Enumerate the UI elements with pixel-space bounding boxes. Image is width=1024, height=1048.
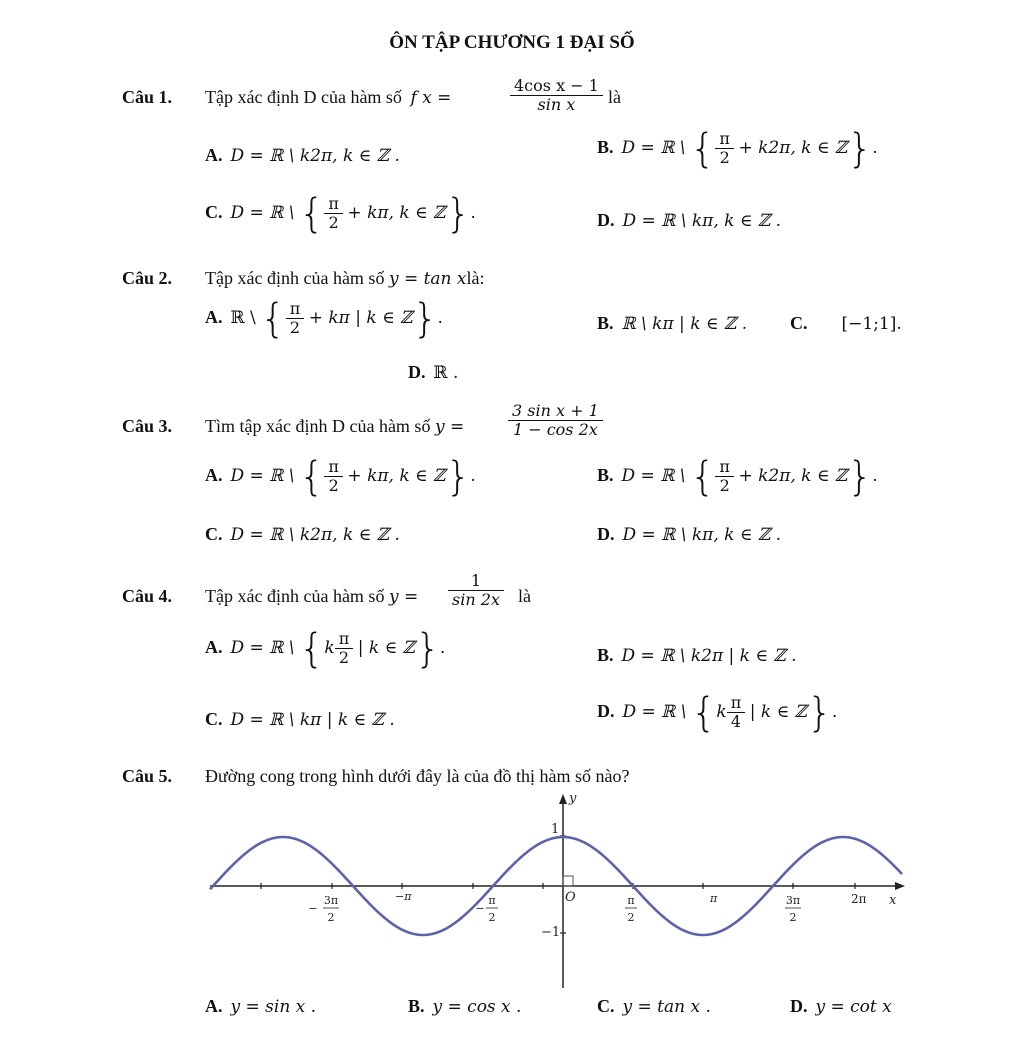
svg-text:3π: 3π [323,894,339,907]
cosine-graph [205,788,915,993]
question-2-expr: y = tan x [388,269,467,289]
origin-mark [563,876,573,886]
question-3-number: Câu 3. [122,416,173,436]
question-2-option-b[interactable] [597,313,747,334]
question-1-option-b[interactable]: B. D = ℝ \ { $\frac{\pi}{2}$ + k2π, k ∈ ℤ}. [597,125,878,172]
option-label: D. [408,362,426,382]
option-expr-pre: ℝ \ [230,308,256,329]
option-expr: y = tan x . [622,997,711,1017]
option-label: B. [597,645,614,665]
option-expr: D = ℝ \ kπ, k ∈ ℤ . [622,211,782,231]
question-4-fraction [448,572,504,610]
option-expr: ℝ \ kπ | k ∈ ℤ . [621,314,748,334]
question-4-tail: là [518,586,531,606]
question-4-option-b[interactable] [597,645,797,666]
option-label: C. [205,202,223,223]
option-label: A. [205,637,223,658]
question-1-option-d[interactable] [597,210,781,231]
question-3-option-d[interactable] [597,524,781,545]
svg-text:2: 2 [789,911,797,924]
x-axis-label: x [889,893,897,908]
option-label: B. [597,465,614,486]
question-2-option-a[interactable]: A. ℝ \ { $\frac{\pi}{2}$ + kπ | k ∈ ℤ}. [205,295,443,342]
option-expr-post: + kπ, k ∈ ℤ [347,203,446,224]
y-axis-label: y [569,791,577,806]
svg-text:π: π [627,894,635,907]
pi-over-2-fraction: $\frac{\pi}{2}$ [324,195,343,233]
y-axis-arrow-icon [559,794,567,804]
question-4-option-d[interactable]: D. D = ℝ \ {k $\frac{\pi}{4}$ | k ∈ ℤ}. [597,689,837,736]
pi-over-2-fraction: $\frac{\pi}{2}$ [715,458,734,496]
option-expr-post: | k ∈ ℤ [749,702,807,723]
x-tick-pi: π [710,892,718,905]
fraction-denominator: sin x [537,95,576,115]
option-label: D. [597,701,615,722]
svg-text:π: π [488,894,496,907]
option-expr-pre: D = ℝ \ [621,466,686,487]
question-3-option-a[interactable]: A. D = ℝ \ { $\frac{\pi}{2}$ + kπ, k ∈ ℤ}. [205,453,476,500]
question-2-tail: là: [466,268,485,288]
option-label: A. [205,465,223,486]
option-label: C. [205,524,223,544]
option-expr-pre: D = ℝ \ [621,138,686,159]
question-3-text [205,416,464,437]
option-expr: D = ℝ \ kπ | k ∈ ℤ . [230,710,395,730]
option-label: D. [597,210,615,230]
option-expr-post: + kπ, k ∈ ℤ [347,466,446,487]
question-3-fraction [508,402,603,440]
question-1-lhs: f x = [410,88,452,108]
question-4-option-a[interactable]: A. D = ℝ \ {k $\frac{\pi}{2}$ | k ∈ ℤ}. [205,625,445,672]
question-4-lhs: y = [388,587,419,607]
option-expr: D = ℝ \ k2π | k ∈ ℤ . [621,646,797,666]
pi-over-4-fraction: $\frac{\pi}{4}$ [727,694,746,732]
svg-text:−: − [475,902,485,915]
option-expr-pre: D = ℝ \ [230,638,295,659]
fraction-numerator: 1 [448,572,504,591]
fraction-denominator: sin 2x [452,590,500,610]
question-1-option-a[interactable] [205,145,400,166]
question-3-option-c[interactable] [205,524,400,545]
question-1-number: Câu 1. [122,87,173,107]
option-expr-post: | k ∈ ℤ [357,638,415,659]
question-5-option-a[interactable] [205,996,316,1017]
question-2-prompt: Tập xác định của hàm số [205,268,385,288]
option-label: D. [790,996,808,1016]
option-expr: ℝ . [433,363,459,383]
option-expr: y = sin x . [230,997,317,1017]
option-label: C. [597,996,615,1016]
option-expr: D = ℝ \ kπ, k ∈ ℤ . [622,525,782,545]
svg-text:3π: 3π [785,894,801,907]
option-label: B. [597,137,614,158]
question-4-number: Câu 4. [122,586,173,606]
question-5-option-c[interactable] [597,996,711,1017]
question-1-prompt: Tập xác định D của hàm số [205,87,402,107]
question-2-option-c[interactable] [790,313,902,334]
option-expr-pre: D = ℝ \ [230,466,295,487]
option-expr: y = cot x [815,997,892,1017]
question-1-fraction [510,77,603,115]
option-expr-pre: D = ℝ \ [230,203,295,224]
fraction-denominator: 1 − cos 2x [512,420,598,440]
option-expr-pre: D = ℝ \ [622,702,687,723]
question-1-text [205,87,451,108]
fraction-numerator: 3 sin x + 1 [508,402,603,421]
option-expr-post: + k2π, k ∈ ℤ [738,138,848,159]
question-1-option-c[interactable]: C. D = ℝ \ { $\frac{\pi}{2}$ + kπ, k ∈ ℤ}. [205,190,476,237]
origin-label: O [565,890,576,905]
option-label: B. [597,313,614,333]
question-5-text: Đường cong trong hình dưới đây là của đồ thị hàm số nào? [205,766,630,786]
option-label: D. [597,524,615,544]
option-expr: [−1;1]. [841,314,902,334]
svg-text:2: 2 [488,911,496,924]
option-label: C. [205,709,223,729]
option-expr: D = ℝ \ k2π, k ∈ ℤ . [230,146,400,166]
x-axis-arrow-icon [895,882,905,890]
question-2-number: Câu 2. [122,268,173,288]
question-3-lhs: y = [434,417,465,437]
y-tick-neg-one: −1 [541,925,561,940]
svg-text:2: 2 [627,911,635,924]
question-5-number: Câu 5. [122,766,173,786]
pi-over-2-fraction: $\frac{\pi}{2}$ [324,458,343,496]
option-expr: D = ℝ \ k2π, k ∈ ℤ . [230,525,400,545]
option-label: A. [205,996,223,1016]
x-tick-two-pi: 2π [851,892,867,906]
pi-over-2-fraction: $\frac{\pi}{2}$ [715,130,734,168]
page-title: ÔN TẬP CHƯƠNG 1 ĐẠI SỐ [389,32,635,53]
question-4-prompt: Tập xác định của hàm số [205,586,385,606]
option-label: C. [790,313,808,333]
option-label: B. [408,996,425,1016]
question-3-option-b[interactable]: B. D = ℝ \ { $\frac{\pi}{2}$ + k2π, k ∈ ℤ}. [597,453,878,500]
option-expr-post: + k2π, k ∈ ℤ [738,466,848,487]
fraction-numerator: 4cos x − 1 [510,77,603,96]
pi-over-2-fraction: $\frac{\pi}{2}$ [286,300,305,338]
option-label: A. [205,145,223,165]
question-4-option-c[interactable] [205,709,395,730]
question-3-prompt: Tìm tập xác định D của hàm số [205,416,431,436]
question-2-text [205,268,485,289]
svg-text:−: − [308,902,318,915]
option-expr-post: + kπ | k ∈ ℤ [308,308,413,329]
question-5-option-b[interactable] [408,996,521,1017]
option-expr: y = cos x . [432,997,522,1017]
x-tick-neg-pi: −π [395,890,412,903]
question-5-option-d[interactable] [790,996,892,1017]
question-4-text [205,586,418,607]
svg-text:2: 2 [327,911,335,924]
question-1-tail: là [608,87,621,107]
y-tick-one: 1 [551,822,560,837]
option-label: A. [205,307,223,328]
pi-over-2-fraction: $\frac{\pi}{2}$ [335,630,354,668]
question-2-option-d[interactable] [408,362,458,383]
